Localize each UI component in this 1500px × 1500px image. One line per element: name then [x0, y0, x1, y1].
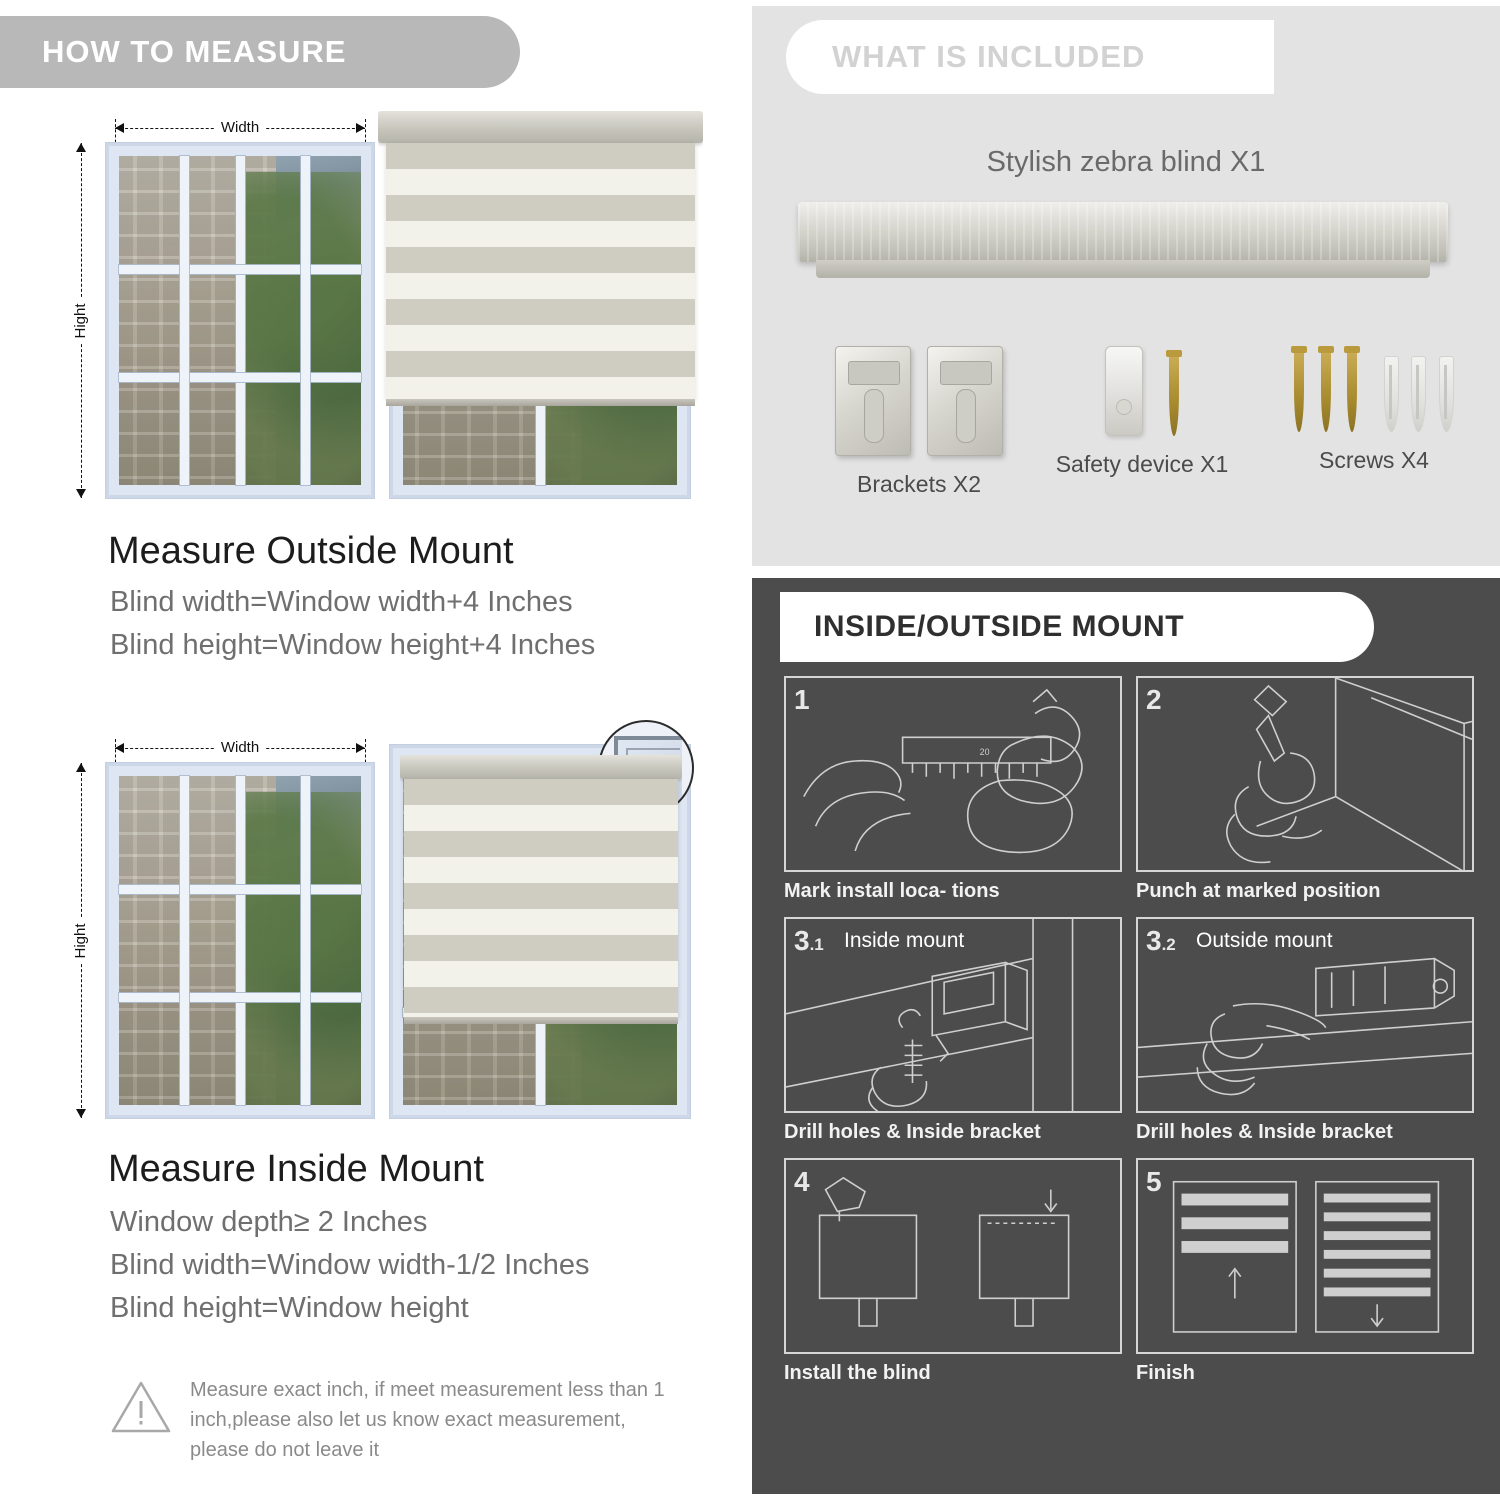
what-is-included-panel: [752, 6, 1500, 566]
step-1-number: 1: [794, 684, 810, 715]
install-step: [784, 676, 1122, 903]
wall-anchor-icon: [1439, 356, 1454, 432]
measure-note-text: Measure exact inch, if meet measurement less than 1 inch,please also let us know exact measurement, please do not leave it: [190, 1379, 665, 1461]
zebra-blind-inside: [400, 755, 682, 1025]
bracket-icon: [927, 346, 1003, 456]
window-mullions: [119, 776, 361, 1105]
outside-width-dimension: [115, 119, 365, 137]
install-steps-grid: [784, 676, 1474, 1385]
window-inside-plain: [106, 763, 374, 1118]
step-2-number: 2: [1146, 684, 1162, 715]
screws-label: Screws X4: [1319, 447, 1429, 473]
inside-mount-line-1: Window depth≥ 2 Inches: [110, 1206, 428, 1238]
part-screws: [1264, 346, 1484, 474]
part-brackets: [814, 346, 1024, 498]
step-3-2-caption: Drill holes & Inside bracket: [1136, 1121, 1393, 1143]
inside-width-label: Width: [215, 739, 265, 756]
outside-mount-line-1: Blind width=Window width+4 Inches: [110, 586, 573, 618]
inside-outside-mount-title: INSIDE/OUTSIDE MOUNT: [814, 610, 1185, 643]
what-is-included-ribbon: [786, 20, 1274, 94]
step-3-1-caption: Drill holes & Inside bracket: [784, 1121, 1041, 1143]
bracket-icon: [835, 346, 911, 456]
step-5-number: 5: [1146, 1166, 1162, 1197]
install-step: [1136, 676, 1474, 903]
measure-note: [110, 1375, 670, 1465]
step-3-1-image: [784, 917, 1122, 1113]
inside-width-dimension: [115, 739, 365, 757]
outside-mount-line-2: Blind height=Window height+4 Inches: [110, 629, 596, 661]
step-3-2-image: [1136, 917, 1474, 1113]
safety-device-label: Safety device X1: [1055, 451, 1229, 477]
step-5-caption: Finish: [1136, 1362, 1195, 1384]
included-main-item-label: Stylish zebra blind X1: [986, 146, 1266, 178]
step-4-drawing: [786, 1160, 1120, 1354]
zebra-blind-outside: [378, 111, 703, 406]
how-to-measure-ribbon: [0, 16, 520, 88]
inside-mount-line-2: Blind width=Window width-1/2 Inches: [110, 1249, 590, 1281]
inside-mount-line-3: Blind height=Window height: [110, 1292, 469, 1324]
window-mullions: [119, 156, 361, 485]
warning-triangle-icon: [110, 1379, 172, 1435]
screw-icon: [1321, 346, 1331, 432]
step-1-caption: Mark install loca- tions: [784, 880, 1000, 902]
step-4-image: [784, 1158, 1122, 1354]
install-step: [1136, 917, 1474, 1144]
what-is-included-title: WHAT IS INCLUDED: [832, 39, 1146, 74]
step-3-1-title: Inside mount: [844, 929, 965, 952]
inside-mount-heading: Measure Inside Mount: [108, 1148, 484, 1190]
step-3-2-title: Outside mount: [1196, 929, 1333, 952]
inside-height-label: Hight: [72, 918, 89, 963]
zebra-blind-headrail-image: [798, 202, 1448, 262]
step-5-image: [1136, 1158, 1474, 1354]
inside-mount-illustration: [60, 725, 685, 1130]
install-step: [784, 917, 1122, 1144]
step-1-drawing: [786, 678, 1120, 872]
step-3-1-number: 3.1: [794, 925, 824, 956]
install-step: [784, 1158, 1122, 1385]
svg-text:20: 20: [979, 747, 990, 758]
inside-outside-mount-panel: [752, 578, 1500, 1494]
outside-mount-heading: Measure Outside Mount: [108, 530, 514, 572]
inside-outside-mount-ribbon: [780, 592, 1374, 662]
screw-icon: [1347, 346, 1357, 432]
included-parts-row: [752, 346, 1500, 526]
how-to-measure-column: [0, 0, 735, 1500]
step-4-caption: Install the blind: [784, 1362, 931, 1384]
step-4-number: 4: [794, 1166, 810, 1197]
how-to-measure-title: HOW TO MEASURE: [42, 34, 347, 69]
step-3-2-number: 3.2: [1146, 925, 1176, 956]
install-step: [1136, 1158, 1474, 1385]
step-5-drawing: [1138, 1160, 1472, 1354]
outside-height-label: Hight: [72, 298, 89, 343]
safety-device-icon: [1105, 346, 1143, 436]
part-safety-device: [1032, 346, 1252, 478]
screw-icon: [1169, 350, 1179, 436]
step-2-caption: Punch at marked position: [1136, 880, 1381, 902]
brackets-label: Brackets X2: [857, 471, 981, 497]
wall-anchor-icon: [1384, 356, 1399, 432]
step-2-drawing: [1138, 678, 1472, 872]
step-2-image: [1136, 676, 1474, 872]
screw-icon: [1294, 346, 1304, 432]
outside-height-dimension: [72, 143, 90, 498]
wall-anchor-icon: [1411, 356, 1426, 432]
outside-mount-illustration: [60, 105, 685, 510]
outside-width-label: Width: [215, 119, 265, 136]
step-1-image: [784, 676, 1122, 872]
right-column: [752, 0, 1500, 1500]
window-outside-plain: [106, 143, 374, 498]
inside-height-dimension: [72, 763, 90, 1118]
